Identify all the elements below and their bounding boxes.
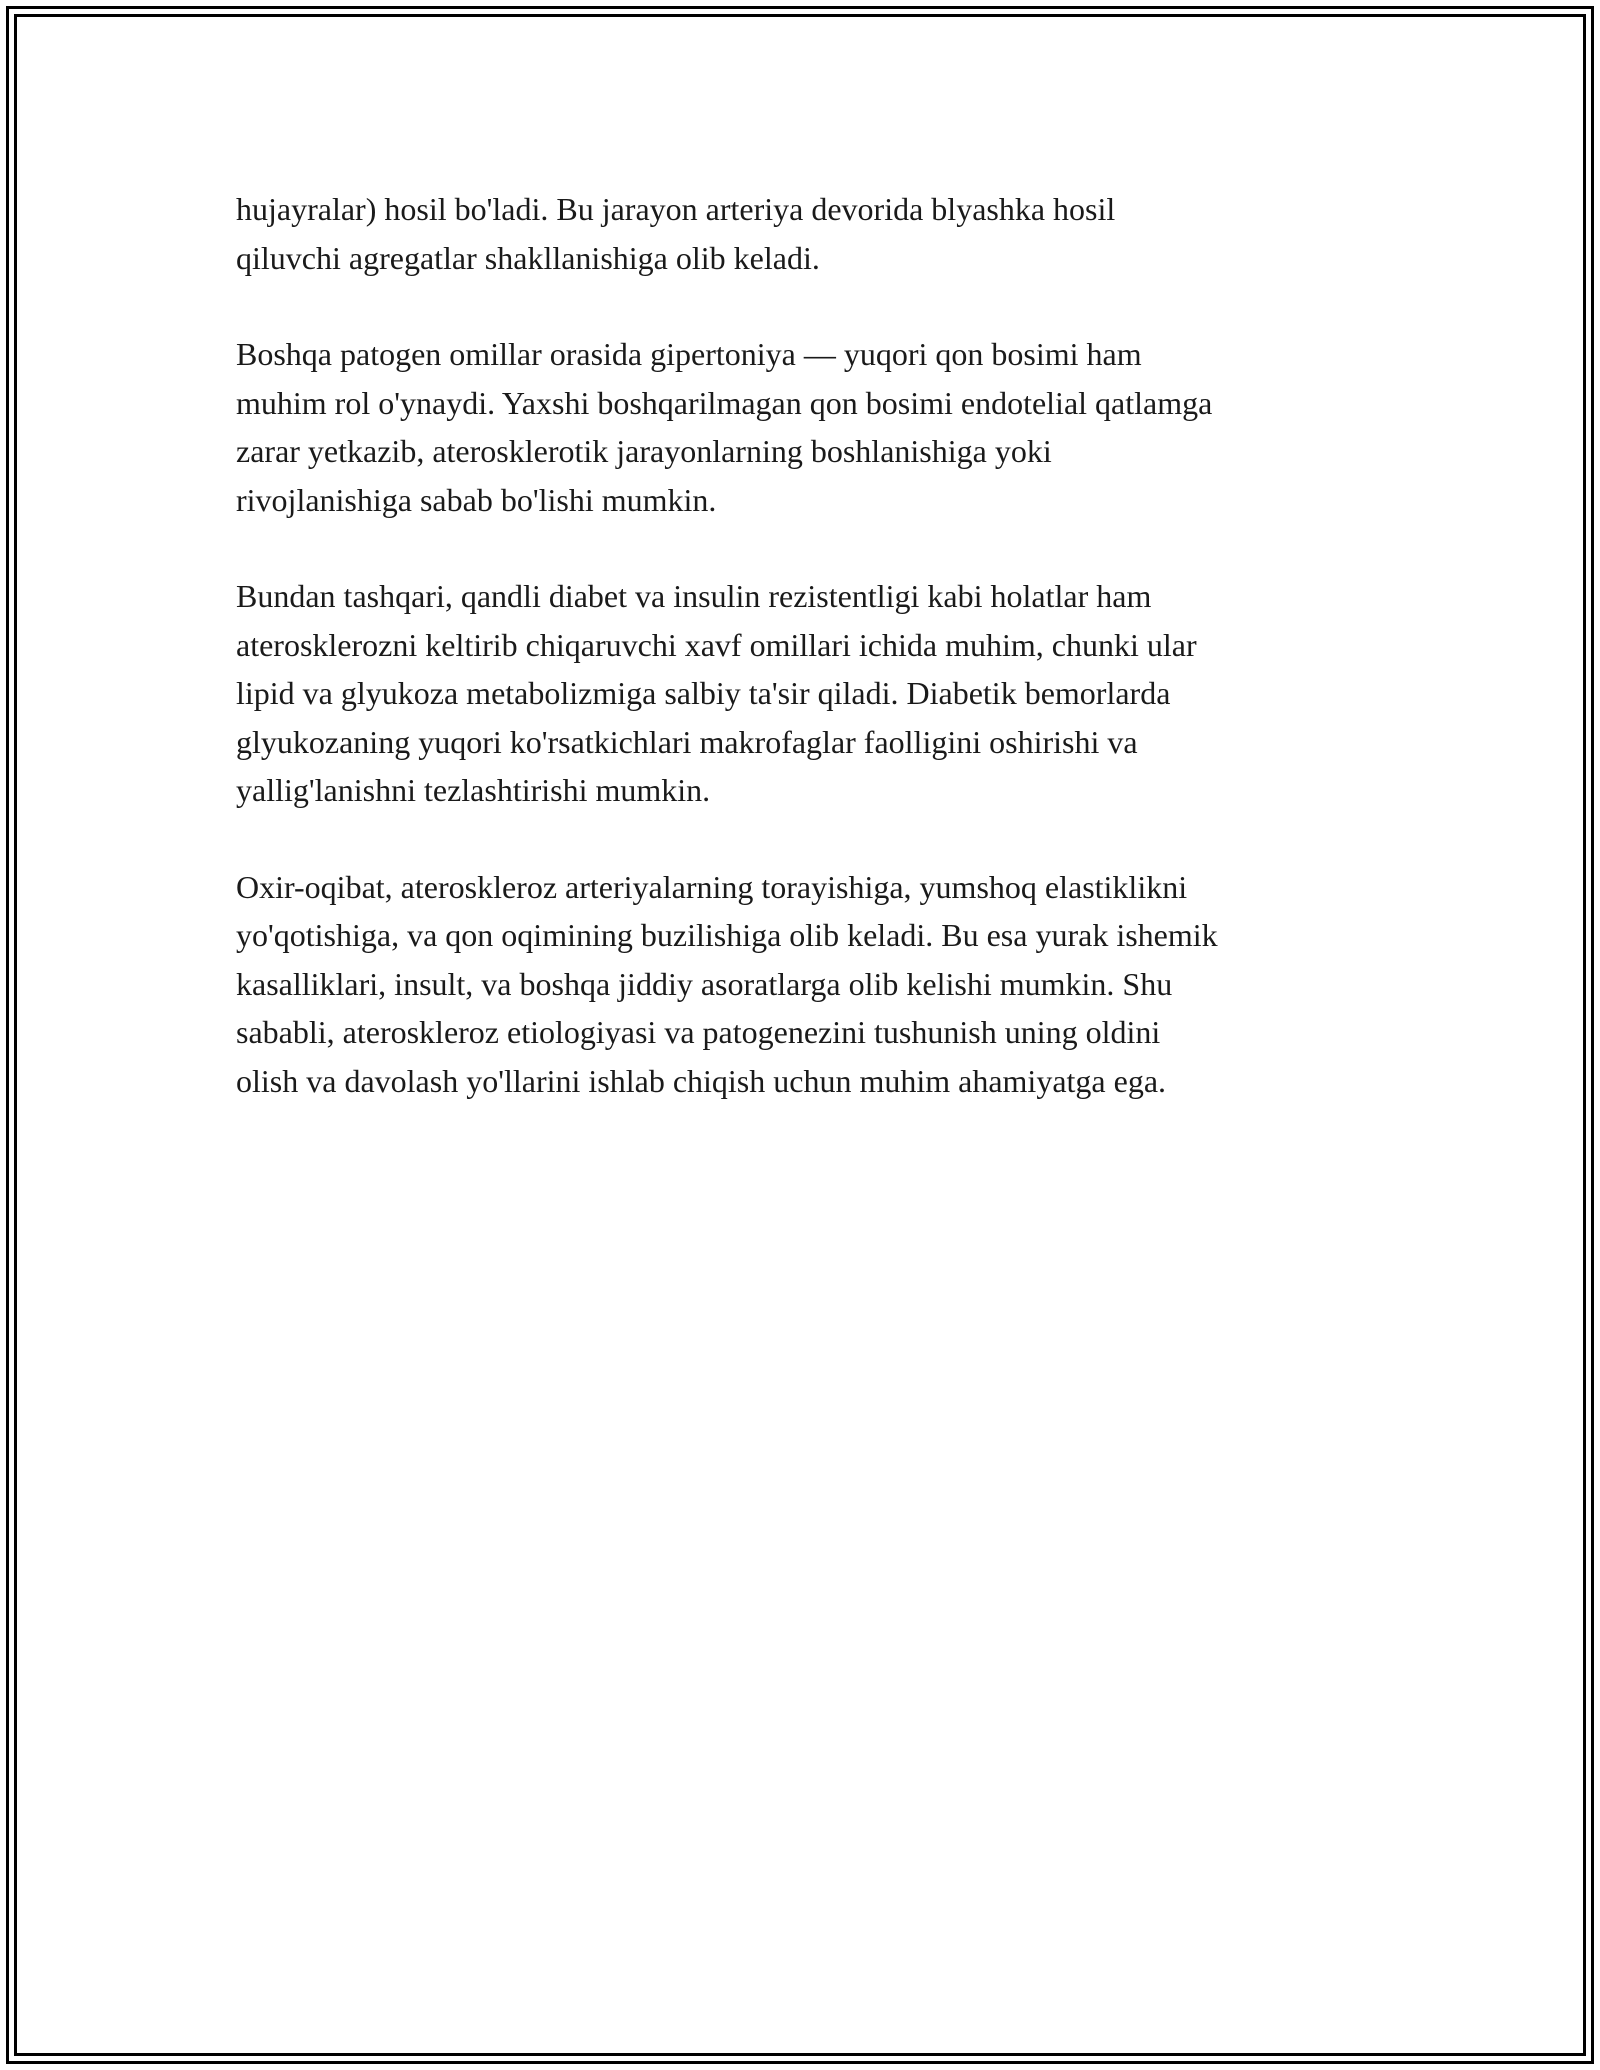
paragraph-1: hujayralar) hosil bo'ladi. Bu jarayon arteriya devorida blyashka hosil qiluvchi agregatlar shakllanishiga olib keladi. xyxy=(236,191,1116,276)
paragraph-3: Bundan tashqari, qandli diabet va insulin rezistentligi kabi holatlar ham aterosklerozni keltirib chiqaruvchi xavf omillari ichida muhim, chunki ular lipid va glyukoza metabolizmiga salbiy ta'sir qiladi. Diabetik bemorlarda glyukozaning yuqori ko'rsatkichlari makrofaglar faolligini oshirishi va yallig'lanishni tezlashtirishi mumkin. xyxy=(236,578,1197,808)
paragraph-4: Oxir-oqibat, ateroskleroz arteriyalarning torayishiga, yumshoq elastiklikni yo'qotishiga, va qon oqimining buzilishiga olib keladi. Bu esa yurak ishemik kasalliklari, insult, va boshqa jiddiy asoratlarga olib kelishi mumkin. Shu sababli, ateroskleroz etiologiyasi va patogenezini tushunish uning oldini olish va davolash yo'llarini ishlab chiqish uchun muhim ahamiyatga ega. xyxy=(236,868,1218,1099)
document-body xyxy=(236,185,1376,1153)
paragraph-2: Boshqa patogen omillar orasida gipertoniya — yuqori qon bosimi ham muhim rol o'ynaydi. Yaxshi boshqarilmagan qon bosimi endotelial qatlamga zarar yetkazib, aterosklerotik jarayonlarning boshlanishiga yoki rivojlanishiga sabab bo'lishi mumkin. xyxy=(236,336,1213,518)
